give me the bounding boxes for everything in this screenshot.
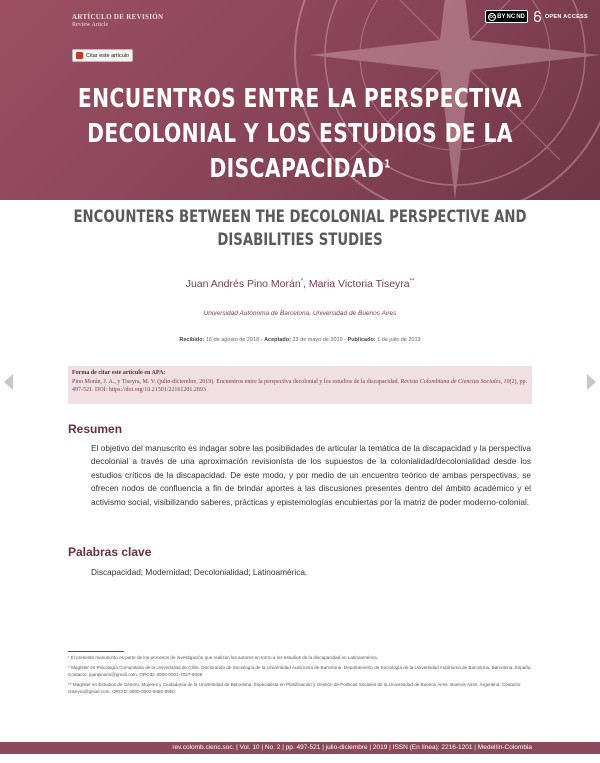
- article-type: [72, 13, 163, 28]
- prev-page-arrow-icon[interactable]: [4, 374, 13, 390]
- title-es-line1: ENCUENTROS ENTRE LA PERSPECTIVA: [77, 84, 523, 114]
- publication-dates: [0, 337, 600, 343]
- title-en-line2: DISABILITIES STUDIES: [217, 230, 383, 250]
- apa-text-b[interactable]: (2), pp. 497-521. DOI: https://doi.org/10.21501/22161201.2893: [72, 378, 528, 393]
- title-spanish: [66, 82, 534, 187]
- authors: [0, 278, 600, 290]
- published-label: Publicado:: [347, 337, 376, 343]
- title-es-line3: DISCAPACIDAD: [209, 154, 385, 184]
- author-1: Juan Andrés Pino Morán: [185, 278, 301, 290]
- author-1-mark[interactable]: *: [300, 278, 304, 285]
- header-banner: [0, 0, 600, 200]
- keywords-text: Discapacidad; Modernidad; Decolonialidad; Latinoamérica.: [91, 567, 308, 577]
- received-date: 16 de agosto de 2018: [205, 337, 260, 343]
- cite-article-button[interactable]: [72, 49, 133, 62]
- date-sep: -: [259, 337, 265, 343]
- keywords-heading: Palabras clave: [68, 545, 152, 559]
- apa-citation-box: [68, 366, 532, 404]
- cite-icon: [76, 52, 83, 59]
- apa-journal: Revista Colombiana de Ciencias Sociales, 10: [400, 378, 510, 385]
- accepted-date: 23 de mayo de 2019: [292, 337, 343, 343]
- accepted-label: Aceptado:: [264, 337, 291, 343]
- resumen-text: El objetivo del manuscrito es indagar sobre las posibilidades de articular la temática de la discapacidad y la perspectiva decolonial a través de una aproximación revisionista de los supuestos de la colonialidad/decolonialidad desde los estudios críticos de la discapacidad. De este modo, y por medio de un encuentro teórico de ambas perspectivas, se ofrecen nodos de confluencia a fin de brindar aportes a las discusiones presentes dentro del ámbito académico y el activismo social, visibilizando saberes, prácticas y epistemologías encubiertas por la matriz de poder moderno-colonial.: [91, 443, 531, 507]
- footnotes: [68, 654, 532, 698]
- cite-button-label: Citar este artículo: [86, 52, 130, 59]
- license-badges: [485, 10, 588, 23]
- footnote-divider: [68, 651, 124, 652]
- cc-license-badge[interactable]: [485, 10, 528, 23]
- cc-icon: cc: [489, 13, 495, 20]
- journal-footer: rev.colomb.cienc.soc. | Vol. 10 | No. 2 | pp. 497-521 | julio-diciembre | 2019 | ISSN (En línea): 2216-1201 | Medellín-Colombia: [0, 742, 600, 754]
- nc-label: NC: [506, 13, 516, 20]
- footnote-1: ¹ El presente manuscrito es parte de los procesos de investigación que realizan los autores en torno a los estudios de la discapacidad en Latinoamérica.: [68, 655, 379, 660]
- author-2: Maria Victoria Tiseyra: [308, 278, 410, 290]
- published-date: 1 de julio de 2019: [377, 337, 421, 343]
- title-english: [66, 206, 534, 252]
- date-sep: -: [342, 337, 348, 343]
- apa-citation: [72, 378, 528, 395]
- next-page-arrow-icon[interactable]: [587, 374, 596, 390]
- affiliation: Universidad Autónoma de Barcelona, Universidad de Buenos Aires: [203, 310, 397, 317]
- by-label: BY: [497, 13, 506, 20]
- open-access-lock-icon: [533, 11, 542, 22]
- title-es-line2: DECOLONIAL Y LOS ESTUDIOS DE LA: [87, 119, 513, 149]
- received-label: Recibido:: [179, 337, 205, 343]
- article-type-es: ARTÍCULO DE REVISIÓN: [72, 13, 164, 21]
- nd-label: ND: [516, 13, 525, 20]
- footnote-3: ** Magíster en Estudios de Género, Mujeres y Ciudadanía de la Universidad de Barcelona, Especialista en Planificación y Gestión de Políticas Sociales de la Universidad de Buenos Aires. Buenos Aires, Argentina. Contacto: vtiseyra@gmail.com, ORCID: 0000-0002-8450-8950: [68, 682, 522, 694]
- author-2-mark[interactable]: **: [409, 278, 415, 285]
- apa-text-a: Pino Morán, J. A., y Tiseyra, M. V. (julio-diciembre, 2019). Encuentros entre la perspectiva decolonial y los estudios de la discapacidad.: [72, 378, 401, 385]
- apa-heading: Forma de citar este artículo en APA:: [72, 370, 166, 376]
- open-access-badge: [533, 11, 588, 22]
- article-type-en: Review Article: [72, 22, 109, 28]
- author-separator: ,: [303, 278, 309, 290]
- resumen-heading: Resumen: [68, 422, 123, 436]
- title-footnote-mark[interactable]: 1: [384, 157, 391, 171]
- open-access-label: OPEN ACCESS: [544, 13, 588, 20]
- footnote-2: * Magíster en Psicología Comunitaria de la Universidad de Chile. Doctorando de Sociología de la Universidad Autónoma de Barcelona. Departamento de Sociología de la Universidad Autónoma de Barcelona. Barcelona, España. Contacto: juanpinomi@gmail.com, ORCID: 0000-0001-7027-6008: [68, 665, 532, 677]
- title-en-line1: ENCOUNTERS BETWEEN THE DECOLONIAL PERSPECTIVE AND: [73, 207, 527, 227]
